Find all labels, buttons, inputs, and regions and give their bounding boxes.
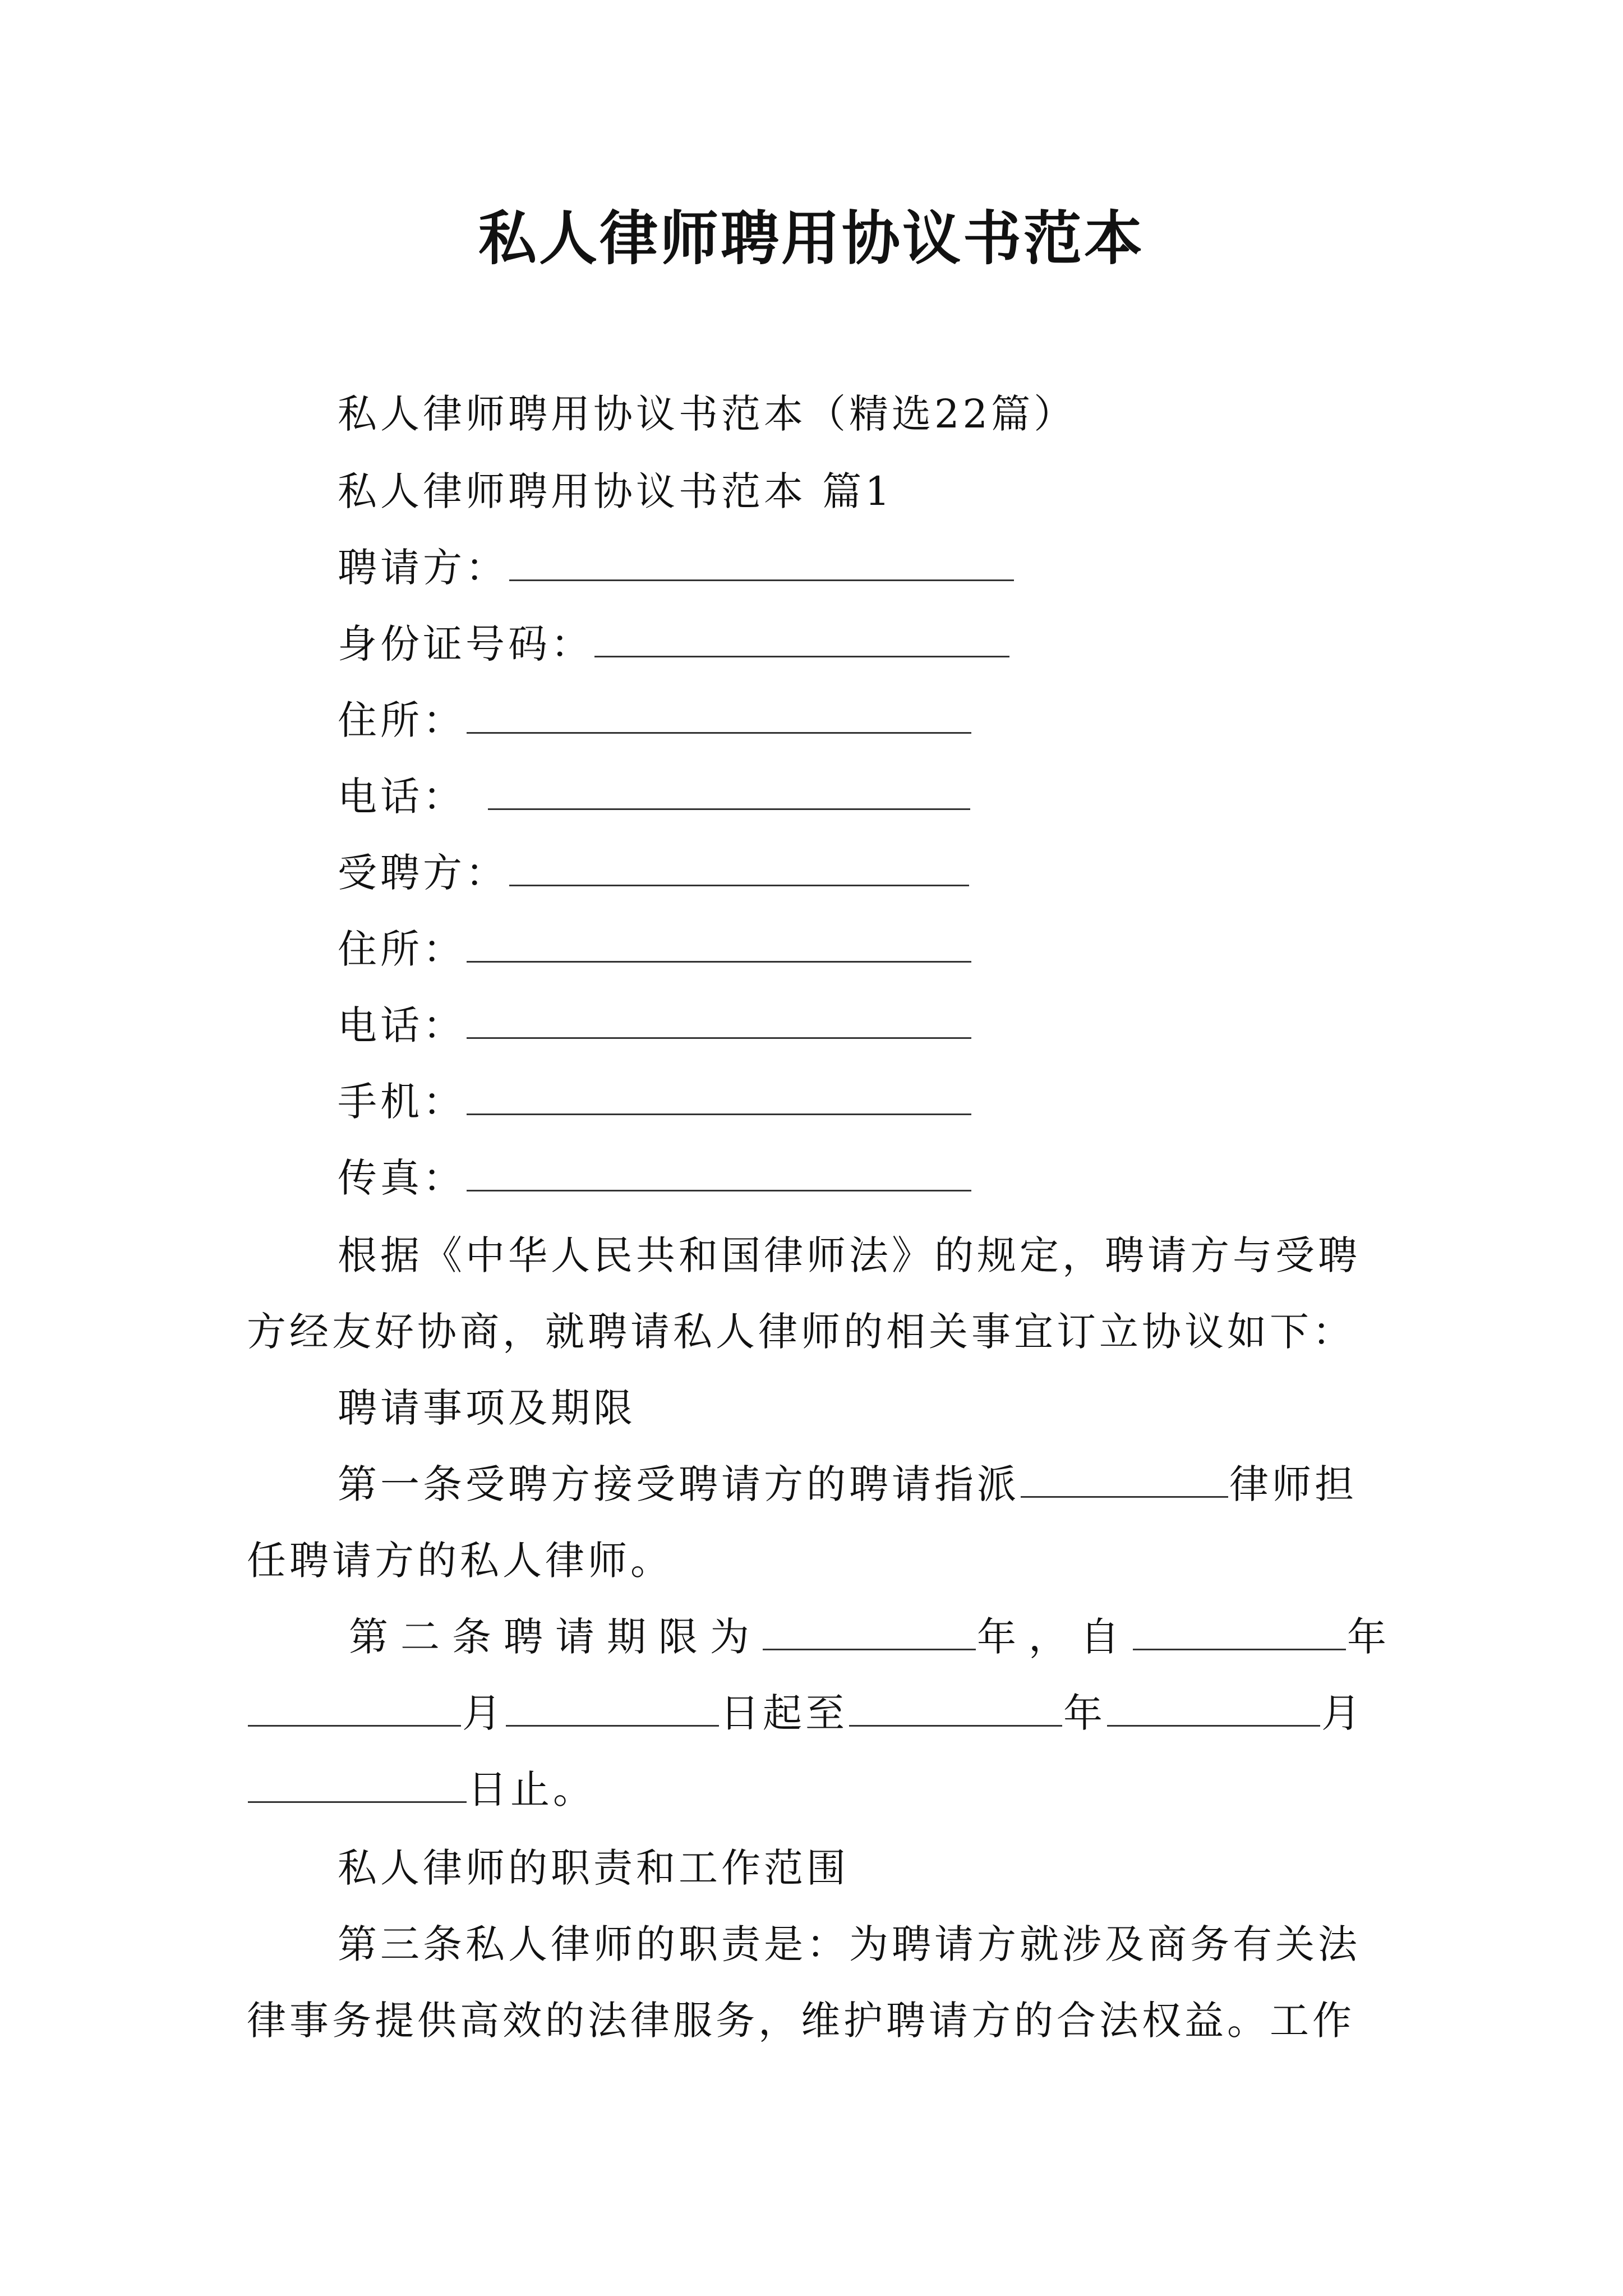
blank-line bbox=[467, 924, 971, 963]
field-row-phone bbox=[338, 770, 971, 823]
intro-line-1: 根据《中华人民共和国律师法》的规定，聘请方与受聘 bbox=[338, 1232, 1361, 1278]
article-2-year: 年，自 bbox=[977, 1614, 1132, 1660]
field-label: 手机： bbox=[338, 1079, 465, 1125]
field-label: 传真： bbox=[338, 1155, 465, 1201]
blank-line bbox=[849, 1688, 1062, 1727]
blank-line bbox=[248, 1764, 467, 1803]
heading-term: 聘请事项及期限 bbox=[338, 1385, 636, 1431]
article-1-text: 第一条受聘方接受聘请方的聘请指派 bbox=[338, 1461, 1020, 1507]
blank-line bbox=[1133, 1612, 1346, 1650]
article-2-year-2: 年 bbox=[1063, 1690, 1106, 1736]
article-2-day-from: 日起至 bbox=[720, 1690, 848, 1736]
blank-line bbox=[467, 695, 971, 734]
document-title: 私人律师聘用协议书范本 bbox=[478, 204, 1145, 273]
heading-duties: 私人律师的职责和工作范围 bbox=[338, 1845, 849, 1891]
field-label: 聘请方： bbox=[338, 545, 508, 591]
blank-line bbox=[467, 1153, 971, 1191]
field-row-fax bbox=[338, 1151, 972, 1205]
article-2-month-2: 月 bbox=[1321, 1690, 1364, 1736]
article-2-line-1 bbox=[349, 1610, 1390, 1664]
blank-line bbox=[1021, 1459, 1228, 1498]
field-row-employer bbox=[338, 541, 1015, 595]
field-row-address-2 bbox=[338, 922, 972, 976]
field-row-phone-2 bbox=[338, 999, 972, 1052]
field-label: 身份证号码： bbox=[338, 621, 593, 667]
article-2-line-2 bbox=[247, 1686, 1364, 1740]
field-label: 电话： bbox=[338, 774, 465, 820]
field-row-mobile bbox=[338, 1075, 972, 1129]
article-2-day-to: 日止。 bbox=[468, 1766, 596, 1812]
blank-line bbox=[506, 1688, 719, 1727]
section-heading: 私人律师聘用协议书范本 篇1 bbox=[338, 468, 893, 514]
article-2-month: 月 bbox=[462, 1690, 505, 1736]
blank-line bbox=[1107, 1688, 1320, 1727]
field-label: 受聘方： bbox=[338, 850, 508, 896]
field-label: 住所： bbox=[338, 926, 465, 972]
document-subtitle: 私人律师聘用协议书范本（精选22篇） bbox=[338, 391, 1077, 437]
article-2-line-3 bbox=[247, 1763, 596, 1816]
article-3-line-2: 律事务提供高效的法律服务，维护聘请方的合法权益。工作 bbox=[247, 1998, 1355, 2044]
blank-line bbox=[467, 1076, 971, 1115]
field-row-address bbox=[338, 693, 972, 747]
field-row-id-number bbox=[338, 617, 1011, 671]
field-row-employee bbox=[338, 846, 970, 900]
field-label: 住所： bbox=[338, 697, 465, 743]
field-label: 电话： bbox=[338, 1002, 465, 1048]
article-1-text-end: 律师担 bbox=[1229, 1461, 1357, 1507]
blank-line bbox=[467, 1000, 971, 1039]
article-1-line-1 bbox=[338, 1457, 1357, 1511]
intro-line-2: 方经友好协商，就聘请私人律师的相关事宜订立协议如下： bbox=[247, 1309, 1355, 1355]
blank-line bbox=[594, 619, 1009, 657]
blank-line bbox=[509, 542, 1014, 581]
blank-line bbox=[763, 1612, 976, 1650]
article-2-text: 第二条聘请期限为 bbox=[349, 1614, 762, 1660]
article-2-year-end: 年 bbox=[1347, 1614, 1390, 1660]
blank-line bbox=[488, 771, 970, 810]
article-1-line-2: 任聘请方的私人律师。 bbox=[247, 1538, 673, 1584]
article-3-line-1: 第三条私人律师的职责是：为聘请方就涉及商务有关法 bbox=[338, 1921, 1361, 1967]
blank-line bbox=[509, 848, 969, 886]
blank-line bbox=[248, 1688, 461, 1727]
